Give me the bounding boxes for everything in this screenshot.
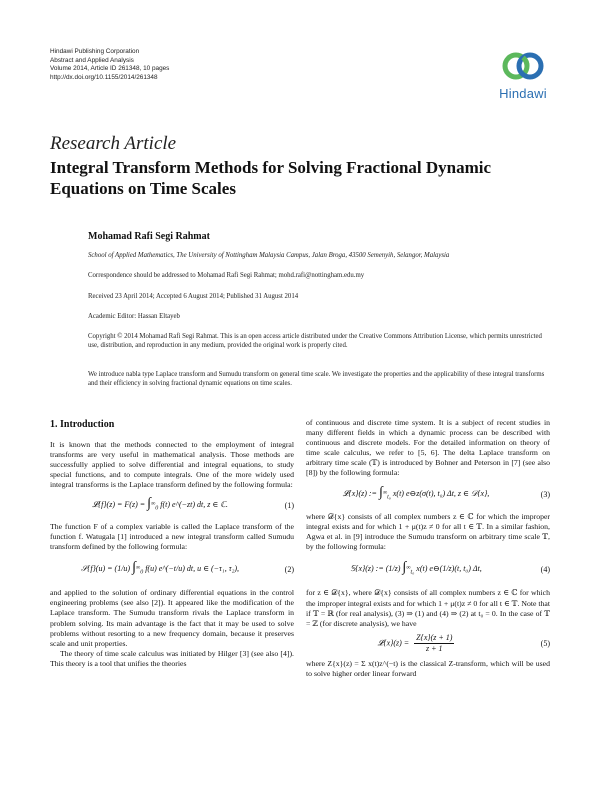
abstract: We introduce nabla type Laplace transform and Sumudu transform on general time scale. We investigate the properties and the applicability of these integral transforms and their efficiency in solving fractional dynamic equations on time scales. — [88, 371, 545, 388]
equation-2 — [50, 552, 294, 588]
equation-number: (2) — [284, 565, 294, 575]
correspondence: Correspondence should be addressed to Mohamad Rafi Segi Rahmat; mohd.rafi@nottingham.edu.my — [88, 272, 365, 279]
section-heading: 1. Introduction — [50, 419, 115, 430]
copyright-notice: Copyright © 2014 Mohamad Rafi Segi Rahmat. This is an open access article distributed under the Creative Commons Attribution License, which permits unrestricted use, distribution, and reproduction in any medium, provided the original work is properly cited. — [88, 333, 542, 350]
paragraph: of continuous and discrete time system. It is a subject of recent studies in many different fields in which a dynamic process can be described with continuous and discrete models. For the detailed information on theory of time scale calculus, we refer to [5, 6]. The delta Laplace transform on arbitrary time scale (𝕋) is introduced by Bohner and Peterson in [7] (see also [8]) by the following formula: — [306, 418, 550, 478]
equation-4 — [306, 552, 550, 588]
equation-3 — [306, 478, 550, 512]
equation-number: (5) — [540, 638, 550, 648]
equation-body: 𝓛{x}(z) := $\int^\infty_{t_0}$ x(t) e⊖z(σ(t), t₀) Δt, z ∈ 𝒟{x}, — [342, 484, 490, 501]
author-name: Mohamad Rafi Segi Rahmat — [88, 231, 210, 242]
hindawi-logo — [494, 48, 552, 101]
equation-number: (4) — [540, 565, 550, 575]
paragraph: The function F of a complex variable is called the Laplace transform of the function f. Watugala [1] introduced a new integral transform called Sumudu transform defined by the following formula: — [50, 522, 294, 552]
paragraph: where 𝒟{x} consists of all complex numbers z ∈ ℂ for which the improper integral exists and for which 1 + μ(t)z ≠ 0 for all t ∈ 𝕋. In a similar fashion, Agwa et al. in [9] introduce the Sumudu transform on arbitrary time scale 𝕋, by the following formula: — [306, 512, 550, 552]
academic-editor: Academic Editor: Hassan Eltayeb — [88, 313, 180, 320]
equation-body: 𝓛{x}(z) = $\frac{Z\{x\}(z + 1)}{z + 1}$ — [377, 633, 453, 654]
article-type: Research Article — [50, 133, 177, 154]
equation-number: (3) — [540, 490, 550, 500]
left-column — [50, 440, 294, 669]
volume-info: Volume 2014, Article ID 261348, 10 pages — [50, 65, 170, 73]
logo-wordmark: Hindawi — [499, 86, 547, 101]
paragraph: The theory of time scale calculus was initiated by Hilger [3] (see also [4]). This theory is a tool that unifies the theories — [50, 648, 294, 668]
dates: Received 23 April 2014; Accepted 6 August 2014; Published 31 August 2014 — [88, 293, 299, 300]
equation-1 — [50, 490, 294, 522]
equation-body: 𝓛{f}(z) = $F(z) = \int^\infty_0$ f(t) e^(−zt) dt, z ∈ ℂ. — [92, 495, 228, 512]
equation-number: (1) — [284, 501, 294, 511]
paragraph: It is known that the methods connected to the employment of integral transforms are very useful in mathematical analysis. Those methods are successfully applied to solve differential and integral equations, to study special functions, and to compute integrals. One of the more widely used integral transforms is the Laplace transform defined by the following formula: — [50, 440, 294, 490]
doi-link[interactable]: http://dx.doi.org/10.1155/2014/261348 — [50, 73, 158, 81]
paragraph: where Z{x}(z) = Σ x(t)z^(−t) is the classical Z-transform, which will be used to solve higher order linear forward — [306, 658, 550, 678]
hindawi-logo-icon — [494, 48, 552, 88]
equation-5 — [306, 629, 550, 659]
paragraph: and applied to the solution of ordinary differential equations in the control engineering problems (see also [2]). It appeared like the modification of the Laplace transform. The Sumudu transform rivals the Laplace transform in problem solving. Its main advantage is the fact that it may be used to solve problems without resorting to a new frequency domain, because it preserves scale and unit properties. — [50, 588, 294, 648]
right-column — [306, 418, 550, 679]
publisher-name: Hindawi Publishing Corporation — [50, 48, 140, 55]
journal-header — [50, 48, 169, 82]
equation-body: 𝒮{f}(u) = (1/u) $\int^\infty_0$ f(u) e^(−t/u) dt, u ∈ (−τ₁, τ₂), — [80, 560, 240, 576]
journal-name: Abstract and Applied Analysis — [50, 56, 134, 64]
equation-body: 𝕊{x}(z) := (1/z) $\int^\infty_{t_0}$ x(t) e⊖(1/z)(t, t₀) Δt, — [350, 560, 482, 576]
affiliation: School of Applied Mathematics, The University of Nottingham Malaysia Campus, Jalan Broga, 43500 Semenyih, Selangor, Malaysia — [88, 252, 450, 259]
paragraph: for z ∈ 𝒟{x}, where 𝒟{x} consists of all complex numbers z ∈ ℂ for which the improper integral exists and for which 1 + μ(t)z ≠ 0 for all t ∈ 𝕋. Note that if 𝕋 = ℝ (for real analysis), (3) ⇒ (1) and (4) ⇒ (2) at t₀ = 0. In the case of 𝕋 = ℤ (for discrete analysis), we have — [306, 588, 550, 628]
paper-title: Integral Transform Methods for Solving Fractional Dynamic Equations on Time Scales — [50, 158, 492, 198]
